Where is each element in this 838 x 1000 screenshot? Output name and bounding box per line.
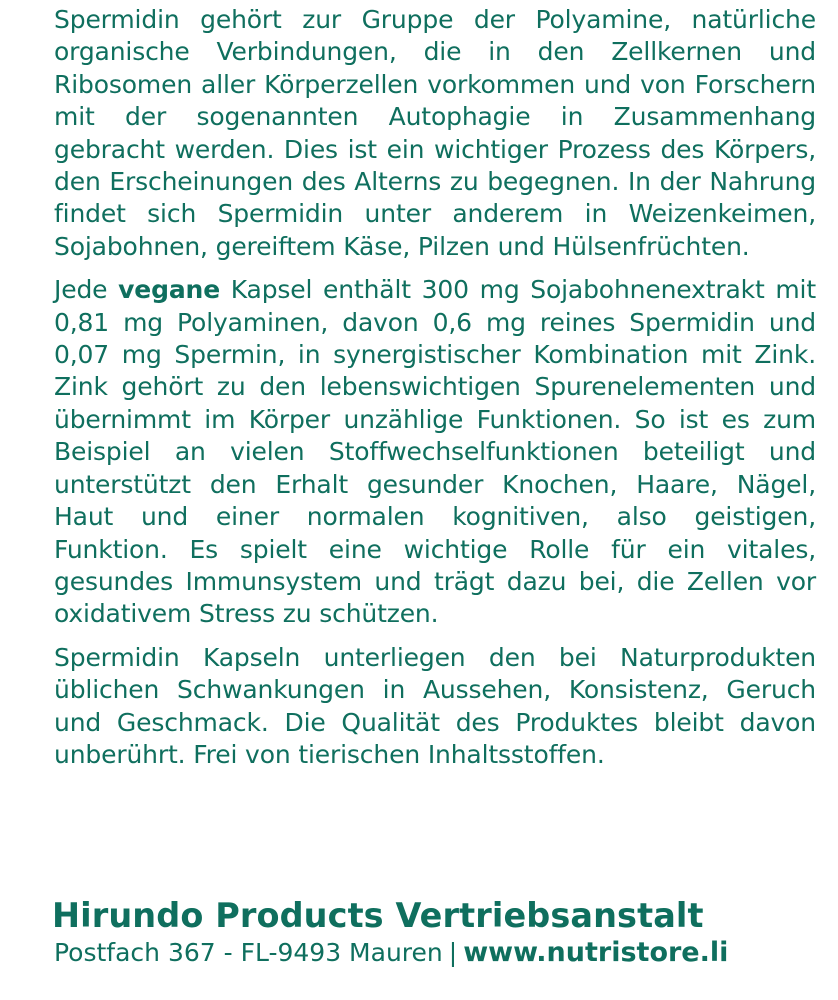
capsule-text-start: Jede xyxy=(54,275,119,305)
postal-address: Postfach 367 - FL-9493 Mauren xyxy=(54,938,443,967)
paragraph-natural-variation: Spermidin Kapseln unterliegen den bei Naturprodukten üblichen Schwankungen in Aussehen, Konsistenz, Geruch und Geschmack. Die Qualität des Produktes bleibt davon unberührt. Frei von tierischen Inhaltsstoffen. xyxy=(54,642,816,769)
company-name: Hirundo Products Vertriebsanstalt xyxy=(52,896,704,935)
paragraph-capsule-contents xyxy=(54,274,816,630)
paragraph-spermidin-intro: Spermidin gehört zur Gruppe der Polyamine, natürliche organische Verbindungen, die in den Zellkernen und Ribosomen aller Körperzellen vorkommen und von Forschern mit der sogenannten Autophagie in Zusammenhang gebracht werden. Dies ist ein wichtiger Prozess des Körpers, den Erscheinungen des Alterns zu begegnen. In der Nahrung findet sich Spermidin unter anderem in Weizenkeimen, Sojabohnen, gereiftem Käse, Pilzen und Hülsenfrüchten. xyxy=(54,5,816,261)
website-link[interactable]: www.nutristore.li xyxy=(463,937,729,968)
contact-line xyxy=(54,936,728,970)
vegan-highlight: vegane xyxy=(118,275,220,305)
separator: | xyxy=(448,938,458,967)
product-description xyxy=(54,4,816,771)
capsule-text-rest: Kapsel enthält 300 mg Sojabohnenextrakt mit 0,81 mg Polyaminen, davon 0,6 mg reines Spermidin und 0,07 mg Spermin, in synergistischer Kombination mit Zink. Zink gehört zu den lebenswichtigen Spurenelementen und übernimmt im Körper unzählige Funktionen. So ist es zum Beispiel an vielen Stoffwechselfunktionen beteiligt und unterstützt den Erhalt gesunder Knochen, Haare, Nägel, Haut und einer normalen kognitiven, also geistigen, Funktion. Es spielt eine wichtige Rolle für ein vitales, gesundes Immunsystem und trägt dazu bei, die Zellen vor oxidativem Stress zu schützen. xyxy=(54,275,817,629)
